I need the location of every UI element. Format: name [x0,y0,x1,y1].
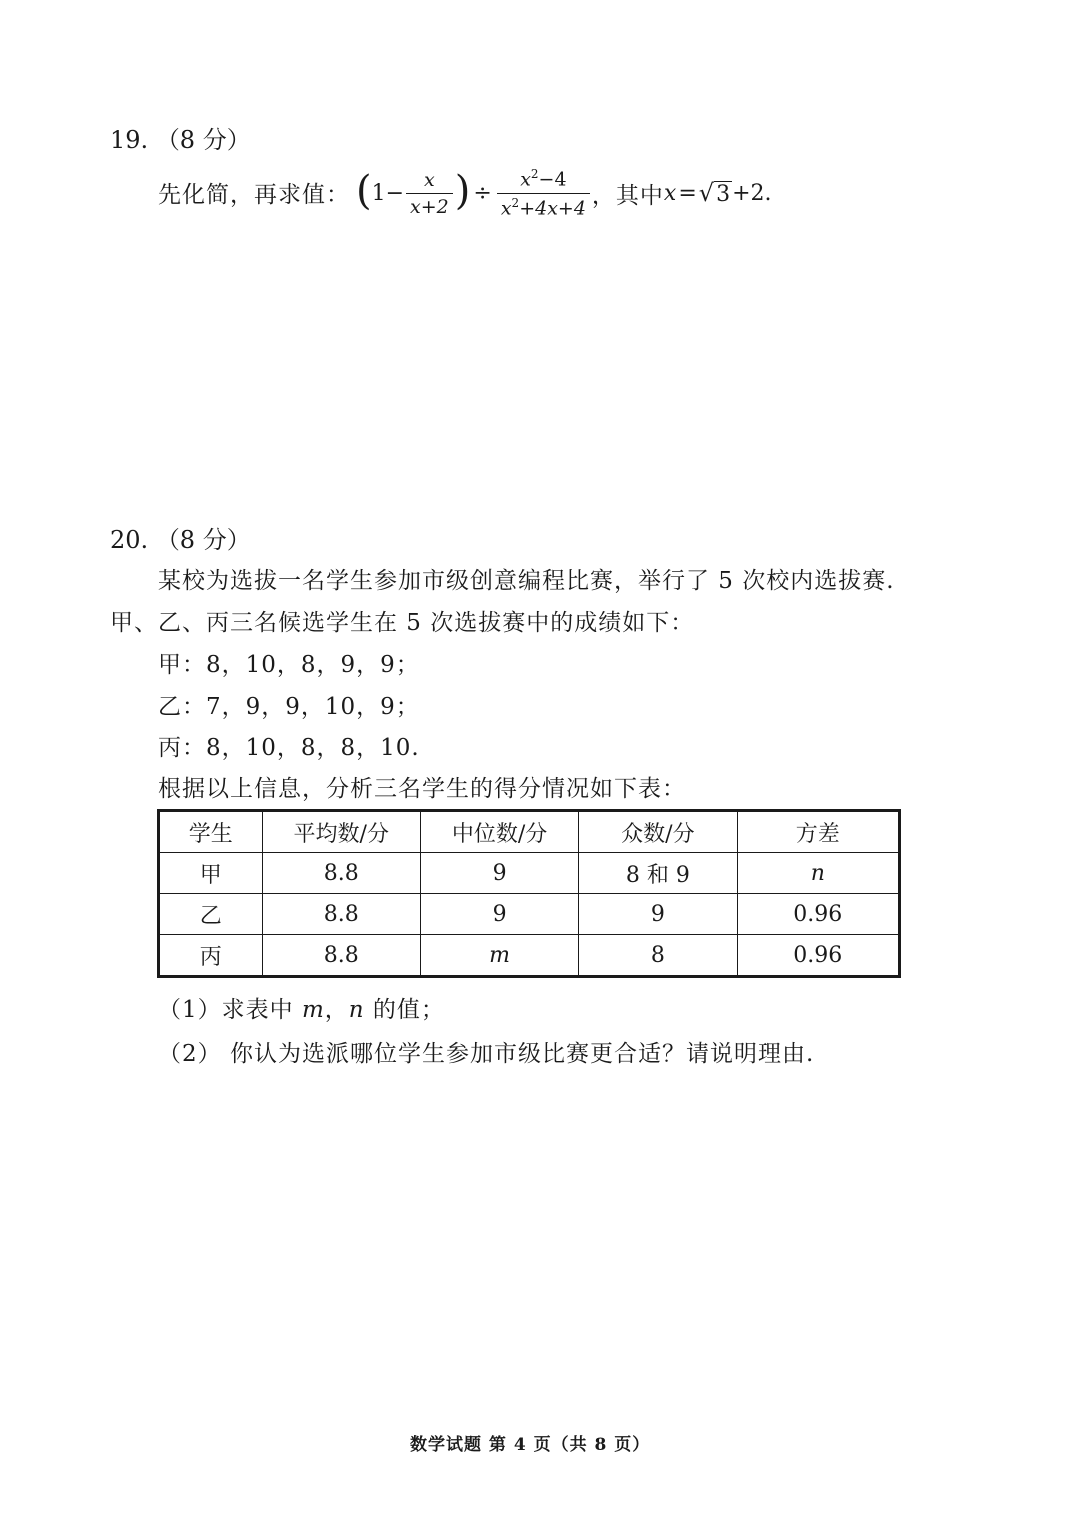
table-row [159,935,900,977]
numerator-rest: −4 [538,168,567,191]
table-cell: 0.96 [737,935,899,977]
table-cell: m [420,935,578,977]
left-paren: ( [356,168,372,214]
sub1-var-n: n [348,997,365,1023]
table-row [159,894,900,935]
fraction-2 [497,167,590,219]
q20-scores-bing: 丙：8，10，8，8，10. [158,735,420,761]
table-header-cell: 学生 [159,811,263,853]
table-header-row [159,811,900,853]
q20-header [110,520,251,555]
divide-sign: ÷ [473,180,492,206]
score-analysis-table [157,809,901,978]
expr-var-x: x [663,180,677,206]
table-header-cell: 众数/分 [579,811,737,853]
table-cell: 丙 [159,935,263,977]
sub1-post: 的值； [364,997,445,1023]
sub1-pre: 求表中 [221,997,302,1023]
table-cell: 8 [579,935,737,977]
table-cell: 8 和 9 [579,853,737,894]
table-header-cell: 方差 [737,811,899,853]
q20-subquestion-2: （2） 你认为选派哪位学生参加市级比赛更合适？请说明理由. [158,1041,815,1067]
numerator-exponent: 2 [530,167,539,182]
q20-subquestion-1 [158,991,445,1024]
expr-equals: = [678,180,697,206]
numerator-var: x [520,168,531,191]
q20-table-lead: 根据以上信息，分析三名学生的得分情况如下表： [158,776,686,802]
table-cell: 9 [579,894,737,935]
q20-number: 20. [110,526,149,554]
table-header-cell: 中位数/分 [420,811,578,853]
denominator-rest: +4x+4 [519,196,586,219]
sub1-sep: ， [324,997,349,1023]
q20-points: （8 分） [155,526,251,554]
sub1-var-m: m [301,997,325,1023]
table-cell: n [737,853,899,894]
page-footer: 数学试题 第 4 页（共 8 页） [410,1435,651,1455]
q19-number: 19. [110,126,149,154]
table-header-cell: 平均数/分 [262,811,420,853]
q20-line2: 甲、乙、丙三名候选学生在 5 次选拔赛中的成绩如下： [110,610,695,636]
table-cell: 8.8 [262,853,420,894]
table-row [159,853,900,894]
fraction-2-numerator [516,167,570,192]
table-cell: 甲 [159,853,263,894]
radical-icon: √ [698,179,715,207]
table-cell: 9 [420,853,578,894]
table-cell: 8.8 [262,894,420,935]
q19-points: （8 分） [155,126,251,154]
sqrt-3 [699,179,732,207]
fraction-1 [406,169,453,218]
denominator-var: x [500,196,512,219]
fraction-1-denominator: x+2 [406,193,453,218]
fraction-1-numerator: x [424,168,435,191]
expr-one-minus: 1− [371,180,405,206]
right-paren: ) [454,168,471,214]
expr-tail: +2. [732,180,772,206]
q20-line1: 某校为选拔一名学生参加市级创意编程比赛，举行了 5 次校内选拔赛. [158,568,895,594]
q20-scores-jia: 甲：8，10，8，9，9； [158,652,420,678]
fraction-2-denominator [497,193,590,219]
table-cell: 9 [420,894,578,935]
table-cell: 乙 [159,894,263,935]
expr-comma-text: ，其中 [591,182,664,209]
q19-header [110,120,251,155]
sqrt-argument: 3 [716,182,731,207]
q19-prompt: 先化简，再求值： [158,182,350,208]
denominator-exponent: 2 [511,195,520,210]
table-cell: 0.96 [737,894,899,935]
sub1-label: （1） [158,997,222,1023]
q20-scores-yi: 乙：7，9，9，10，9； [158,694,420,720]
q19-expression [356,158,772,228]
table-cell: 8.8 [262,935,420,977]
